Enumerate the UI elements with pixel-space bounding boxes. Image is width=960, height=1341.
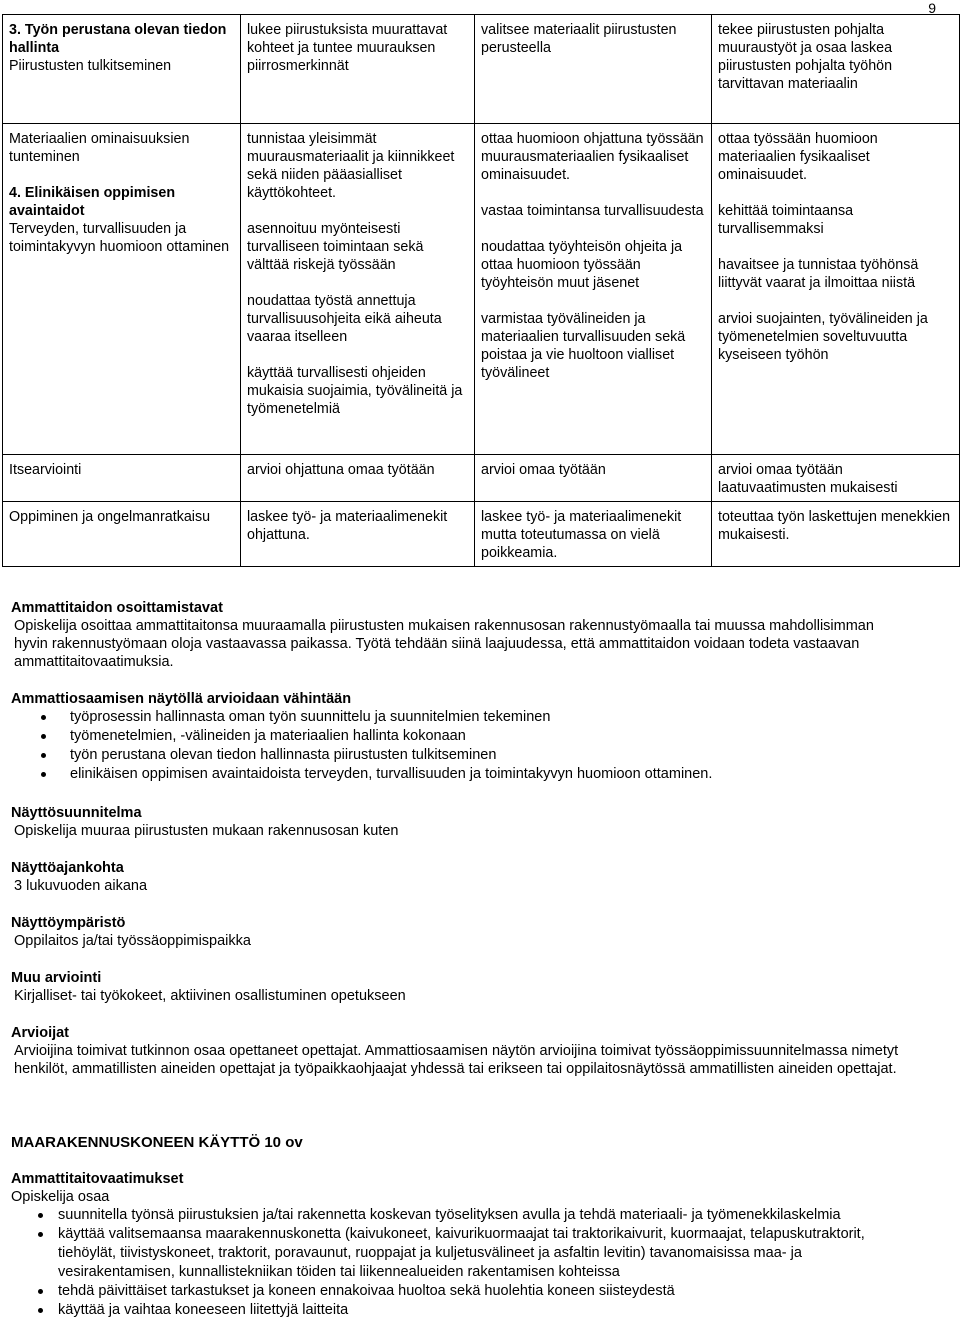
section-text: Oppilaitos ja/tai työssäoppimispaikka xyxy=(14,933,251,949)
cell-text-block xyxy=(9,461,234,479)
cell-text: arvioi omaa työtään xyxy=(481,462,606,478)
table-cell xyxy=(475,502,712,567)
requirements-intro: Opiskelija osaa xyxy=(11,1189,110,1205)
section-heading: Näyttösuunnitelma xyxy=(11,805,142,821)
cell-text: Oppiminen ja ongelmanratkaisu xyxy=(9,509,211,525)
cell-text: Materiaalien ominaisuuksien tunteminen xyxy=(9,131,190,165)
cell-text-block xyxy=(247,364,468,418)
section-heading: Ammattitaitovaatimukset xyxy=(11,1171,184,1187)
cell-text: havaitsee ja tunnistaa työhönsä liittyvät vaarat ja ilmoittaa niistä xyxy=(718,257,919,291)
other-assessment-section xyxy=(11,969,911,1005)
list-item: tehdä päivittäiset tarkastukset ja koneen ennakoivaa huoltoa sekä huolehtia koneen siisteydestä xyxy=(11,1282,911,1301)
list-item: elinikäisen oppimisen avaintaidoista terveyden, turvallisuuden ja toimintakyvyn huomioon ottaminen. xyxy=(11,765,911,784)
cell-text-block xyxy=(247,292,468,346)
list-item: työn perustana olevan tiedon hallinnasta piirustusten tulkitseminen xyxy=(11,746,911,765)
table-row xyxy=(3,455,960,502)
list-item: työprosessin hallinnasta oman työn suunnittelu ja suunnitelmien tekeminen xyxy=(11,708,911,727)
cell-heading: 4. Elinikäisen oppimisen avaintaidot xyxy=(9,185,176,219)
cell-text-block xyxy=(718,21,953,93)
requirements-list xyxy=(11,1206,911,1320)
section-heading: Ammattitaidon osoittamistavat xyxy=(11,600,223,616)
table-cell xyxy=(3,15,241,124)
cell-text-block xyxy=(9,130,234,166)
section-heading: Näyttöympäristö xyxy=(11,915,126,931)
cell-text: arvioi omaa työtään laatuvaatimusten mukaisesti xyxy=(718,462,898,496)
cell-text-block xyxy=(247,461,468,479)
section-heading: Ammattiosaamisen näytöllä arvioidaan vähintään xyxy=(11,691,352,707)
list-item: työmenetelmien, -välineiden ja materiaalien hallinta kokonaan xyxy=(11,727,911,746)
demo-methods-section xyxy=(11,599,911,671)
cell-text-block xyxy=(481,238,705,292)
cell-text: valitsee materiaalit piirustusten perusteella xyxy=(481,22,677,56)
cell-text: ottaa huomioon ohjattuna työssään muurausmateriaalien fysikaaliset ominaisuudet. xyxy=(481,131,704,183)
list-item: suunnitella työnsä piirustuksien ja/tai rakennetta koskevan työselityksen avulla ja tehdä materiaali- ja työmenekkilaskelmia xyxy=(11,1206,911,1225)
cell-text: käyttää turvallisesti ohjeiden mukaisia suojaimia, työvälineitä ja työmenetelmiä xyxy=(247,365,463,417)
cell-text-block xyxy=(9,21,234,75)
module-title: MAARAKENNUSKONEEN KÄYTTÖ 10 ov xyxy=(11,1134,303,1151)
cell-text-block xyxy=(481,461,705,479)
section-heading: Muu arviointi xyxy=(11,970,102,986)
cell-text-block xyxy=(718,130,953,184)
cell-text: tunnistaa yleisimmät muurausmateriaalit ja kiinnikkeet sekä niiden pääasialliset käyttökohteet. xyxy=(247,131,455,201)
cell-text: arvioi ohjattuna omaa työtään xyxy=(247,462,435,478)
table-cell xyxy=(241,502,475,567)
cell-text: vastaa toimintansa turvallisuudesta xyxy=(481,203,704,219)
table-cell xyxy=(475,15,712,124)
cell-text: Piirustusten tulkitseminen xyxy=(9,58,172,74)
cell-text-block xyxy=(9,184,234,256)
cell-text: tekee piirustusten pohjalta muuraustyöt ja osaa laskea piirustusten pohjalta työhön tarvittavan materiaalin xyxy=(718,22,893,92)
cell-text: noudattaa työyhteisön ohjeita ja ottaa huomioon työssään työyhteisön muut jäsenet xyxy=(481,239,683,291)
cell-text: lukee piirustuksista muurattavat kohteet ja tuntee muurauksen piirrosmerkinnät xyxy=(247,22,448,74)
section-text: Opiskelija osoittaa ammattitaitonsa muuraamalla piirustusten mukaisen rakennusosan rakennustyömaalla tai muussa mahdollisimman hyvin rakennustyömaan oloja vastaavassa paikassa. Työtä tehdään siinä laajuudessa, että ammattitaidon voidaan todeta vastaavan ammattitaitovaatimuksia. xyxy=(14,618,874,670)
cell-text-block xyxy=(481,310,705,382)
cell-text-block xyxy=(718,310,953,364)
cell-heading: 3. Työn perustana olevan tiedon hallinta xyxy=(9,22,227,56)
table-cell xyxy=(241,15,475,124)
cell-text: toteuttaa työn laskettujen menekkien mukaisesti. xyxy=(718,509,951,543)
table-cell xyxy=(3,124,241,455)
cell-text-block xyxy=(247,220,468,274)
section-text: 3 lukuvuoden aikana xyxy=(14,878,148,894)
cell-text-block xyxy=(481,508,705,562)
table-cell xyxy=(475,455,712,502)
cell-text-block xyxy=(718,508,953,544)
table-cell xyxy=(712,455,960,502)
cell-text-block xyxy=(481,130,705,184)
cell-text: asennoituu myönteisesti turvalliseen toimintaan sekä välttää riskejä työssään xyxy=(247,221,424,273)
cell-text-block xyxy=(247,21,468,75)
table-cell xyxy=(241,124,475,455)
plan-section xyxy=(11,804,911,840)
cell-text: varmistaa työvälineiden ja materiaalien turvallisuuden sekä poistaa ja vie huoltoon vialliset työvälineet xyxy=(481,311,686,381)
environment-section xyxy=(11,914,911,950)
cell-text: arvioi suojainten, työvälineiden ja työmenetelmien soveltuvuutta kyseiseen työhön xyxy=(718,311,928,363)
table-cell xyxy=(712,502,960,567)
cell-text: kehittää toimintaansa turvallisemmaksi xyxy=(718,203,854,237)
table-cell xyxy=(3,455,241,502)
assessed-section xyxy=(11,690,911,784)
section-text: Kirjalliset- tai työkokeet, aktiivinen osallistuminen opetukseen xyxy=(14,988,406,1004)
page-number: 9 xyxy=(928,0,936,16)
criteria-table xyxy=(2,14,960,567)
cell-text-block xyxy=(247,130,468,202)
section-text: Arvioijina toimivat tutkinnon osaa opettaneet opettajat. Ammattiosaamisen näytön arvioijina toimivat työssäoppimissuunnitelmassa nimetyt henkilöt, ammatillisten aineiden opettajat ja työpaikkaohjaajat yhdessä tai erikseen tai oppilaitosnäytössä ammatillisten aineiden opettajat. xyxy=(14,1043,899,1077)
table-row xyxy=(3,15,960,124)
table-cell xyxy=(475,124,712,455)
cell-text: ottaa työssään huomioon materiaalien fysikaaliset ominaisuudet. xyxy=(718,131,878,183)
table-row xyxy=(3,124,960,455)
cell-text: laskee työ- ja materiaalimenekit ohjattuna. xyxy=(247,509,448,543)
cell-text-block xyxy=(481,202,705,220)
cell-text: noudattaa työstä annettuja turvallisuusohjeita eikä aiheuta vaaraa itselleen xyxy=(247,293,442,345)
cell-text-block xyxy=(247,508,468,544)
cell-text-block xyxy=(718,256,953,292)
section-text: Opiskelija muuraa piirustusten mukaan rakennusosan kuten xyxy=(14,823,399,839)
cell-text: Terveyden, turvallisuuden ja toimintakyvyn huomioon ottaminen xyxy=(9,221,230,255)
section-heading: Näyttöajankohta xyxy=(11,860,124,876)
list-item: käyttää ja vaihtaa koneeseen liitettyjä laitteita xyxy=(11,1301,911,1320)
table-row xyxy=(3,502,960,567)
table-cell xyxy=(712,124,960,455)
assessed-list xyxy=(11,708,911,784)
table-cell xyxy=(241,455,475,502)
cell-text-block xyxy=(481,21,705,57)
requirements-section xyxy=(11,1170,911,1320)
cell-text-block xyxy=(9,508,234,526)
list-item: käyttää valitsemaansa maarakennuskonetta (kaivukoneet, kaivurikuormaajat tai traktorikaivurit, kuormaajat, telapuskutraktorit, tiehöylät, tiivistyskoneet, traktorit, poravaunut, ruoppajat ja kuljetusvälineet ja asfaltin levitin) tavanomaisissa maa- ja vesirakentamisen, kunnallistekniikan töiden tai liikennealueiden rakentamisen kohteissa xyxy=(11,1225,911,1282)
cell-text: laskee työ- ja materiaalimenekit mutta toteutumassa on vielä poikkeamia. xyxy=(481,509,682,561)
assessors-section xyxy=(11,1024,911,1078)
section-heading: Arvioijat xyxy=(11,1025,70,1041)
cell-text: Itsearviointi xyxy=(9,462,82,478)
timing-section xyxy=(11,859,911,895)
table-cell xyxy=(3,502,241,567)
table-cell xyxy=(712,15,960,124)
cell-text-block xyxy=(718,202,953,238)
cell-text-block xyxy=(718,461,953,497)
